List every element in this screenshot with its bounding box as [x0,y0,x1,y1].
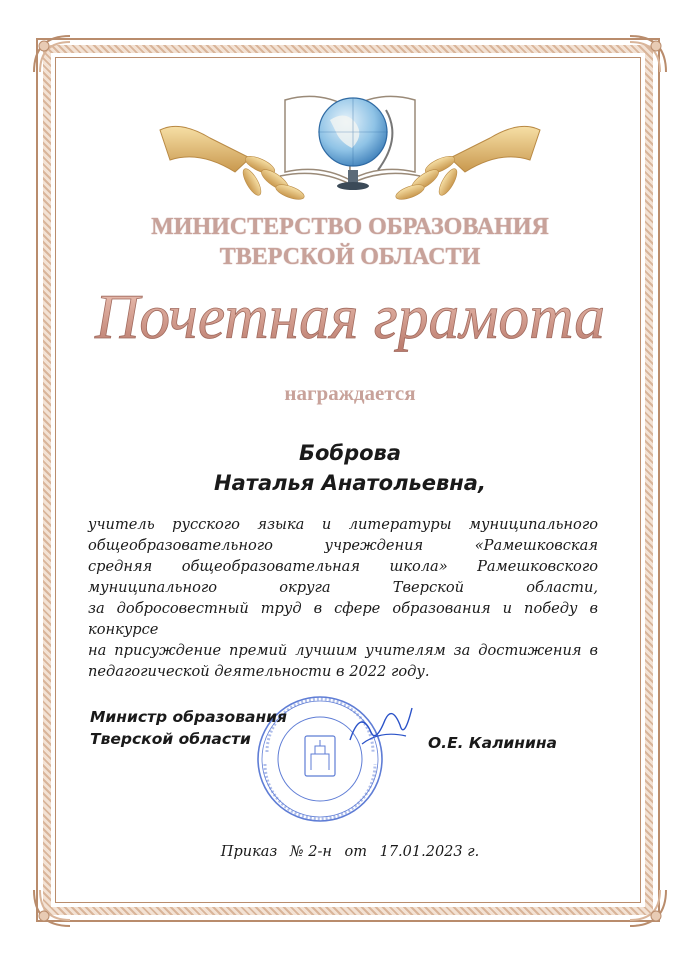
order-date: 17.01.2023 г. [379,844,480,860]
signatory-position-line2: Тверской области [90,730,251,748]
order-reference [0,844,700,860]
description-line: за добросовестный труд в сфере образования и победу в конкурсе [88,600,598,638]
description-line: муниципального округа Тверской области, [88,579,598,596]
description-line: учитель русского языка и литературы муниципального [88,516,598,533]
signatory-position-line1: Министр образования [90,708,287,726]
corner-ornament-icon [626,886,670,930]
description-line: педагогической деятельности в 2022 году. [88,663,430,680]
ministry-heading-line1: МИНИСТЕРСТВО ОБРАЗОВАНИЯ [151,214,549,240]
description-line: на присуждение премий лучшим учителям за достижения в [88,642,598,659]
corner-ornament-icon [30,886,74,930]
recipient-given-names: Наталья Анатольевна, [214,471,486,495]
description-line: общеобразовательного учреждения «Рамешковская [88,537,598,554]
signatory-name: О.Е. Калинина [428,734,558,752]
certificate-title [85,264,615,364]
recipient-surname: Боброва [298,441,402,465]
globe-book-emblem [140,80,560,220]
award-description [88,514,598,682]
order-number: № 2-н [289,844,332,860]
signature [340,700,420,760]
corner-ornament-icon [626,32,670,76]
corner-ornament-icon [30,32,74,76]
description-line: средняя общеобразовательная школа» Рамешковского [88,558,598,575]
order-from: от [344,844,367,860]
certificate-title-text: Почетная грамота [94,281,605,352]
ministry-heading-line2: ТВЕРСКОЙ ОБЛАСТИ [219,244,481,270]
awarded-label: награждается [284,381,416,405]
order-label: Приказ [220,844,278,860]
signatory-position [90,706,287,750]
